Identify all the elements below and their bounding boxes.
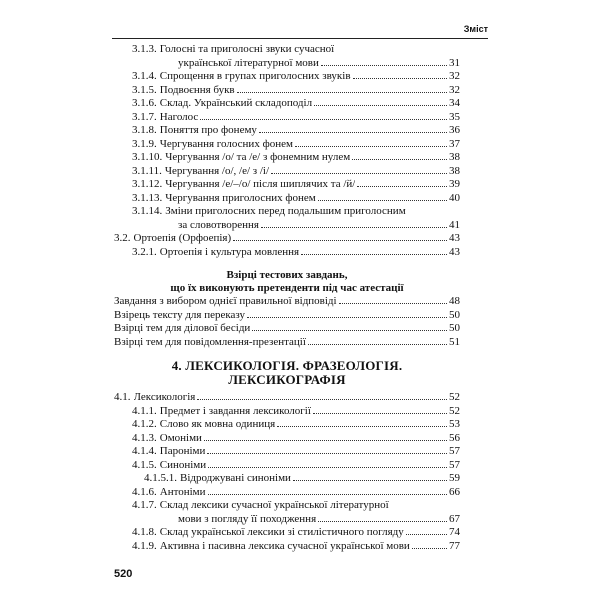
toc-entry xyxy=(114,418,460,432)
toc-entry-title: мови з погляду її походження xyxy=(178,512,317,525)
toc-entry xyxy=(114,43,460,57)
toc-leader-dots xyxy=(339,303,447,304)
toc-entry-title: Склад лексики сучасної української літературної xyxy=(159,499,389,511)
toc-leader-dots xyxy=(357,186,447,187)
toc-leader-dots xyxy=(352,159,447,160)
toc-entry-number: 4.1. xyxy=(114,391,131,403)
toc-entry-title: Чергування /о/ та /е/ з фонемним нулем xyxy=(165,151,351,163)
toc-entry-number: 3.1.3. xyxy=(132,43,157,55)
toc-entry-title: Предмет і завдання лексикології xyxy=(159,404,311,417)
toc-entry xyxy=(114,405,460,419)
toc-entry-page: 57 xyxy=(449,445,460,457)
toc-leader-dots xyxy=(208,467,447,468)
toc-entry-4-1 xyxy=(114,391,460,405)
toc-entry xyxy=(114,192,460,206)
toc-leader-dots xyxy=(412,548,447,549)
toc-entry-number: 4.1.2. xyxy=(132,418,157,430)
toc-entry xyxy=(114,97,460,111)
toc-entry-number: 3.1.11. xyxy=(132,164,162,177)
toc-leader-dots xyxy=(247,317,447,318)
toc-entry-number: 3.1.14. xyxy=(132,205,163,217)
toc-leader-dots xyxy=(277,426,447,427)
toc-leader-dots xyxy=(237,92,447,93)
toc-entry-number: 3.1.5. xyxy=(132,83,157,96)
table-of-contents xyxy=(114,43,460,553)
toc-entry xyxy=(114,178,460,192)
toc-entry xyxy=(114,124,460,138)
toc-entry-title: Взірці тем для ділової бесіди xyxy=(114,322,251,334)
toc-entry-title: Пароніми xyxy=(159,445,206,457)
toc-entry-title: за словотворення xyxy=(178,218,259,231)
toc-entry-sample xyxy=(114,309,460,323)
toc-entry-title: Чергування приголосних фонем xyxy=(165,191,316,204)
samples-heading-line-2: що їх виконують претенденти під час атестації xyxy=(170,282,404,294)
toc-entry-title: Склад. Український складоподіл xyxy=(159,97,313,109)
toc-leader-dots xyxy=(318,521,447,522)
chapter-heading-line-1: 4. ЛЕКСИКОЛОГІЯ. ФРАЗЕОЛОГІЯ. xyxy=(171,358,403,373)
toc-leader-dots xyxy=(406,534,447,535)
toc-leader-dots xyxy=(259,132,447,133)
toc-entry-title: Взірець тексту для переказу xyxy=(114,308,246,321)
toc-entry-title: української літературної мови xyxy=(178,56,319,69)
toc-entry-page: 77 xyxy=(449,539,460,552)
toc-entry xyxy=(114,151,460,165)
toc-entry-title: Чергування /о/, /е/ з /і/ xyxy=(164,164,270,177)
toc-leader-dots xyxy=(295,146,447,147)
toc-entry-title: Поняття про фонему xyxy=(159,124,257,136)
toc-entry-number: 3.2. xyxy=(114,232,131,244)
toc-entry xyxy=(114,472,460,486)
toc-entry-page: 43 xyxy=(449,245,460,258)
toc-entry xyxy=(114,526,460,540)
toc-entry-title: Завдання з вибором однієї правильної відповіді xyxy=(114,295,337,307)
toc-entry-continuation xyxy=(114,57,460,71)
toc-block-samples xyxy=(114,295,460,349)
toc-entry-number: 4.1.9. xyxy=(132,539,157,552)
toc-entry-page: 41 xyxy=(449,218,460,231)
toc-entry xyxy=(114,445,460,459)
toc-entry-title: Наголос xyxy=(159,110,199,123)
toc-leader-dots xyxy=(207,453,447,454)
toc-entry-page: 67 xyxy=(449,512,460,525)
toc-entry xyxy=(114,70,460,84)
toc-entry xyxy=(114,165,460,179)
toc-entry-number: 3.1.9. xyxy=(132,137,157,150)
toc-entry-title: Подвоєння букв xyxy=(159,83,235,96)
toc-entry-page: 39 xyxy=(449,178,460,190)
toc-entry-title: Синоніми xyxy=(159,458,207,471)
toc-block-4-1 xyxy=(114,405,460,554)
toc-entry-title: Чергування голосних фонем xyxy=(159,137,293,150)
toc-entry-title: Ортоепія (Орфоепія) xyxy=(133,232,232,244)
toc-entry xyxy=(114,486,460,500)
toc-leader-dots xyxy=(200,119,447,120)
toc-entry-continuation xyxy=(114,513,460,527)
toc-entry-title: Активна і пасивна лексика сучасної української мови xyxy=(159,539,410,552)
toc-entry-page: 57 xyxy=(449,458,460,471)
toc-entry-number: 3.1.7. xyxy=(132,110,157,123)
samples-heading-line-1: Взірці тестових завдань, xyxy=(226,269,348,281)
toc-entry-title: Антоніми xyxy=(159,485,206,498)
toc-entry xyxy=(114,432,460,446)
toc-entry-page: 50 xyxy=(449,322,460,334)
toc-leader-dots xyxy=(252,330,447,331)
toc-leader-dots xyxy=(353,78,447,79)
toc-entry-page: 36 xyxy=(449,124,460,136)
toc-entry-title: Слово як мовна одиниця xyxy=(159,418,276,430)
toc-entry-page: 34 xyxy=(449,97,460,109)
toc-entry-page: 37 xyxy=(449,137,460,150)
toc-entry-number: 4.1.1. xyxy=(132,404,157,417)
toc-entry-page: 38 xyxy=(449,151,460,163)
toc-entry-page: 48 xyxy=(449,295,460,307)
toc-entry-title: Ортоепія і культура мовлення xyxy=(159,245,300,258)
toc-leader-dots xyxy=(208,494,447,495)
toc-entry-number: 4.1.5.1. xyxy=(144,472,177,484)
toc-entry-page: 43 xyxy=(449,232,460,244)
page-number: 520 xyxy=(114,568,133,580)
toc-entry-number: 4.1.7. xyxy=(132,499,157,511)
toc-entry-page: 66 xyxy=(449,485,460,498)
toc-entry-page: 74 xyxy=(449,526,460,538)
toc-entry-number: 4.1.3. xyxy=(132,431,157,444)
toc-entry-number: 4.1.4. xyxy=(132,445,157,457)
toc-leader-dots xyxy=(204,440,447,441)
toc-leader-dots xyxy=(233,240,447,241)
running-head: Зміст xyxy=(463,24,488,34)
toc-entry xyxy=(114,499,460,513)
toc-leader-dots xyxy=(301,254,447,255)
toc-entry xyxy=(114,138,460,152)
toc-leader-dots xyxy=(313,413,447,414)
toc-entry-3-2-1 xyxy=(114,246,460,260)
toc-entry-title: Чергування /е/–/о/ після шиплячих та /й/ xyxy=(165,178,356,190)
toc-entry-number: 3.1.12. xyxy=(132,178,163,190)
toc-leader-dots xyxy=(261,227,447,228)
toc-entry-number: 3.1.6. xyxy=(132,97,157,109)
toc-entry-number: 3.1.8. xyxy=(132,124,157,136)
toc-entry-page: 50 xyxy=(449,308,460,321)
toc-block-3-1 xyxy=(114,43,460,232)
toc-entry-number: 3.2.1. xyxy=(132,245,157,258)
chapter-heading-line-2: ЛЕКСИКОГРАФІЯ xyxy=(228,372,346,387)
header-rule xyxy=(112,38,488,39)
toc-entry-page: 40 xyxy=(449,191,460,204)
toc-entry-title: Взірці тем для повідомлення-презентації xyxy=(114,335,306,348)
toc-entry-number: 4.1.8. xyxy=(132,526,157,538)
toc-leader-dots xyxy=(318,200,447,201)
toc-entry xyxy=(114,111,460,125)
toc-entry xyxy=(114,205,460,219)
toc-entry-page: 59 xyxy=(449,472,460,484)
toc-entry-title: Голосні та приголосні звуки сучасної xyxy=(159,43,335,55)
toc-entry xyxy=(114,459,460,473)
toc-entry-continuation xyxy=(114,219,460,233)
toc-entry-title: Лексикологія xyxy=(133,391,196,403)
toc-leader-dots xyxy=(314,105,447,106)
toc-leader-dots xyxy=(197,399,447,400)
toc-entry-number: 3.1.13. xyxy=(132,191,163,204)
toc-entry xyxy=(114,84,460,98)
toc-leader-dots xyxy=(308,344,447,345)
toc-entry-page: 52 xyxy=(449,391,460,403)
toc-entry-page: 52 xyxy=(449,404,460,417)
toc-entry xyxy=(114,540,460,554)
toc-entry-number: 3.1.4. xyxy=(132,70,157,82)
toc-leader-dots xyxy=(321,65,447,66)
toc-entry-number: 4.1.5. xyxy=(132,458,157,471)
toc-entry-sample xyxy=(114,295,460,309)
toc-leader-dots xyxy=(293,480,447,481)
toc-leader-dots xyxy=(271,173,447,174)
toc-entry-page: 53 xyxy=(449,418,460,430)
toc-entry-title: Омоніми xyxy=(159,431,202,444)
toc-entry-page: 38 xyxy=(449,164,460,177)
toc-entry-title: Відроджувані синоніми xyxy=(180,472,291,484)
toc-entry-page: 35 xyxy=(449,110,460,123)
toc-entry-3-2 xyxy=(114,232,460,246)
toc-entry-page: 31 xyxy=(449,56,460,69)
toc-entry-number: 4.1.6. xyxy=(132,485,157,498)
toc-entry-page: 32 xyxy=(449,70,460,82)
toc-entry-page: 56 xyxy=(449,431,460,444)
toc-entry-number: 3.1.10. xyxy=(132,151,163,163)
toc-entry-title: Зміни приголосних перед подальшим приголосним xyxy=(165,205,406,217)
toc-entry-title: Склад української лексики зі стилістичного погляду xyxy=(159,526,404,538)
toc-entry-page: 51 xyxy=(449,335,460,348)
toc-entry-title: Спрощення в групах приголосних звуків xyxy=(159,70,351,82)
toc-entry-page: 32 xyxy=(449,83,460,96)
toc-entry-sample xyxy=(114,322,460,336)
toc-entry-sample xyxy=(114,336,460,350)
